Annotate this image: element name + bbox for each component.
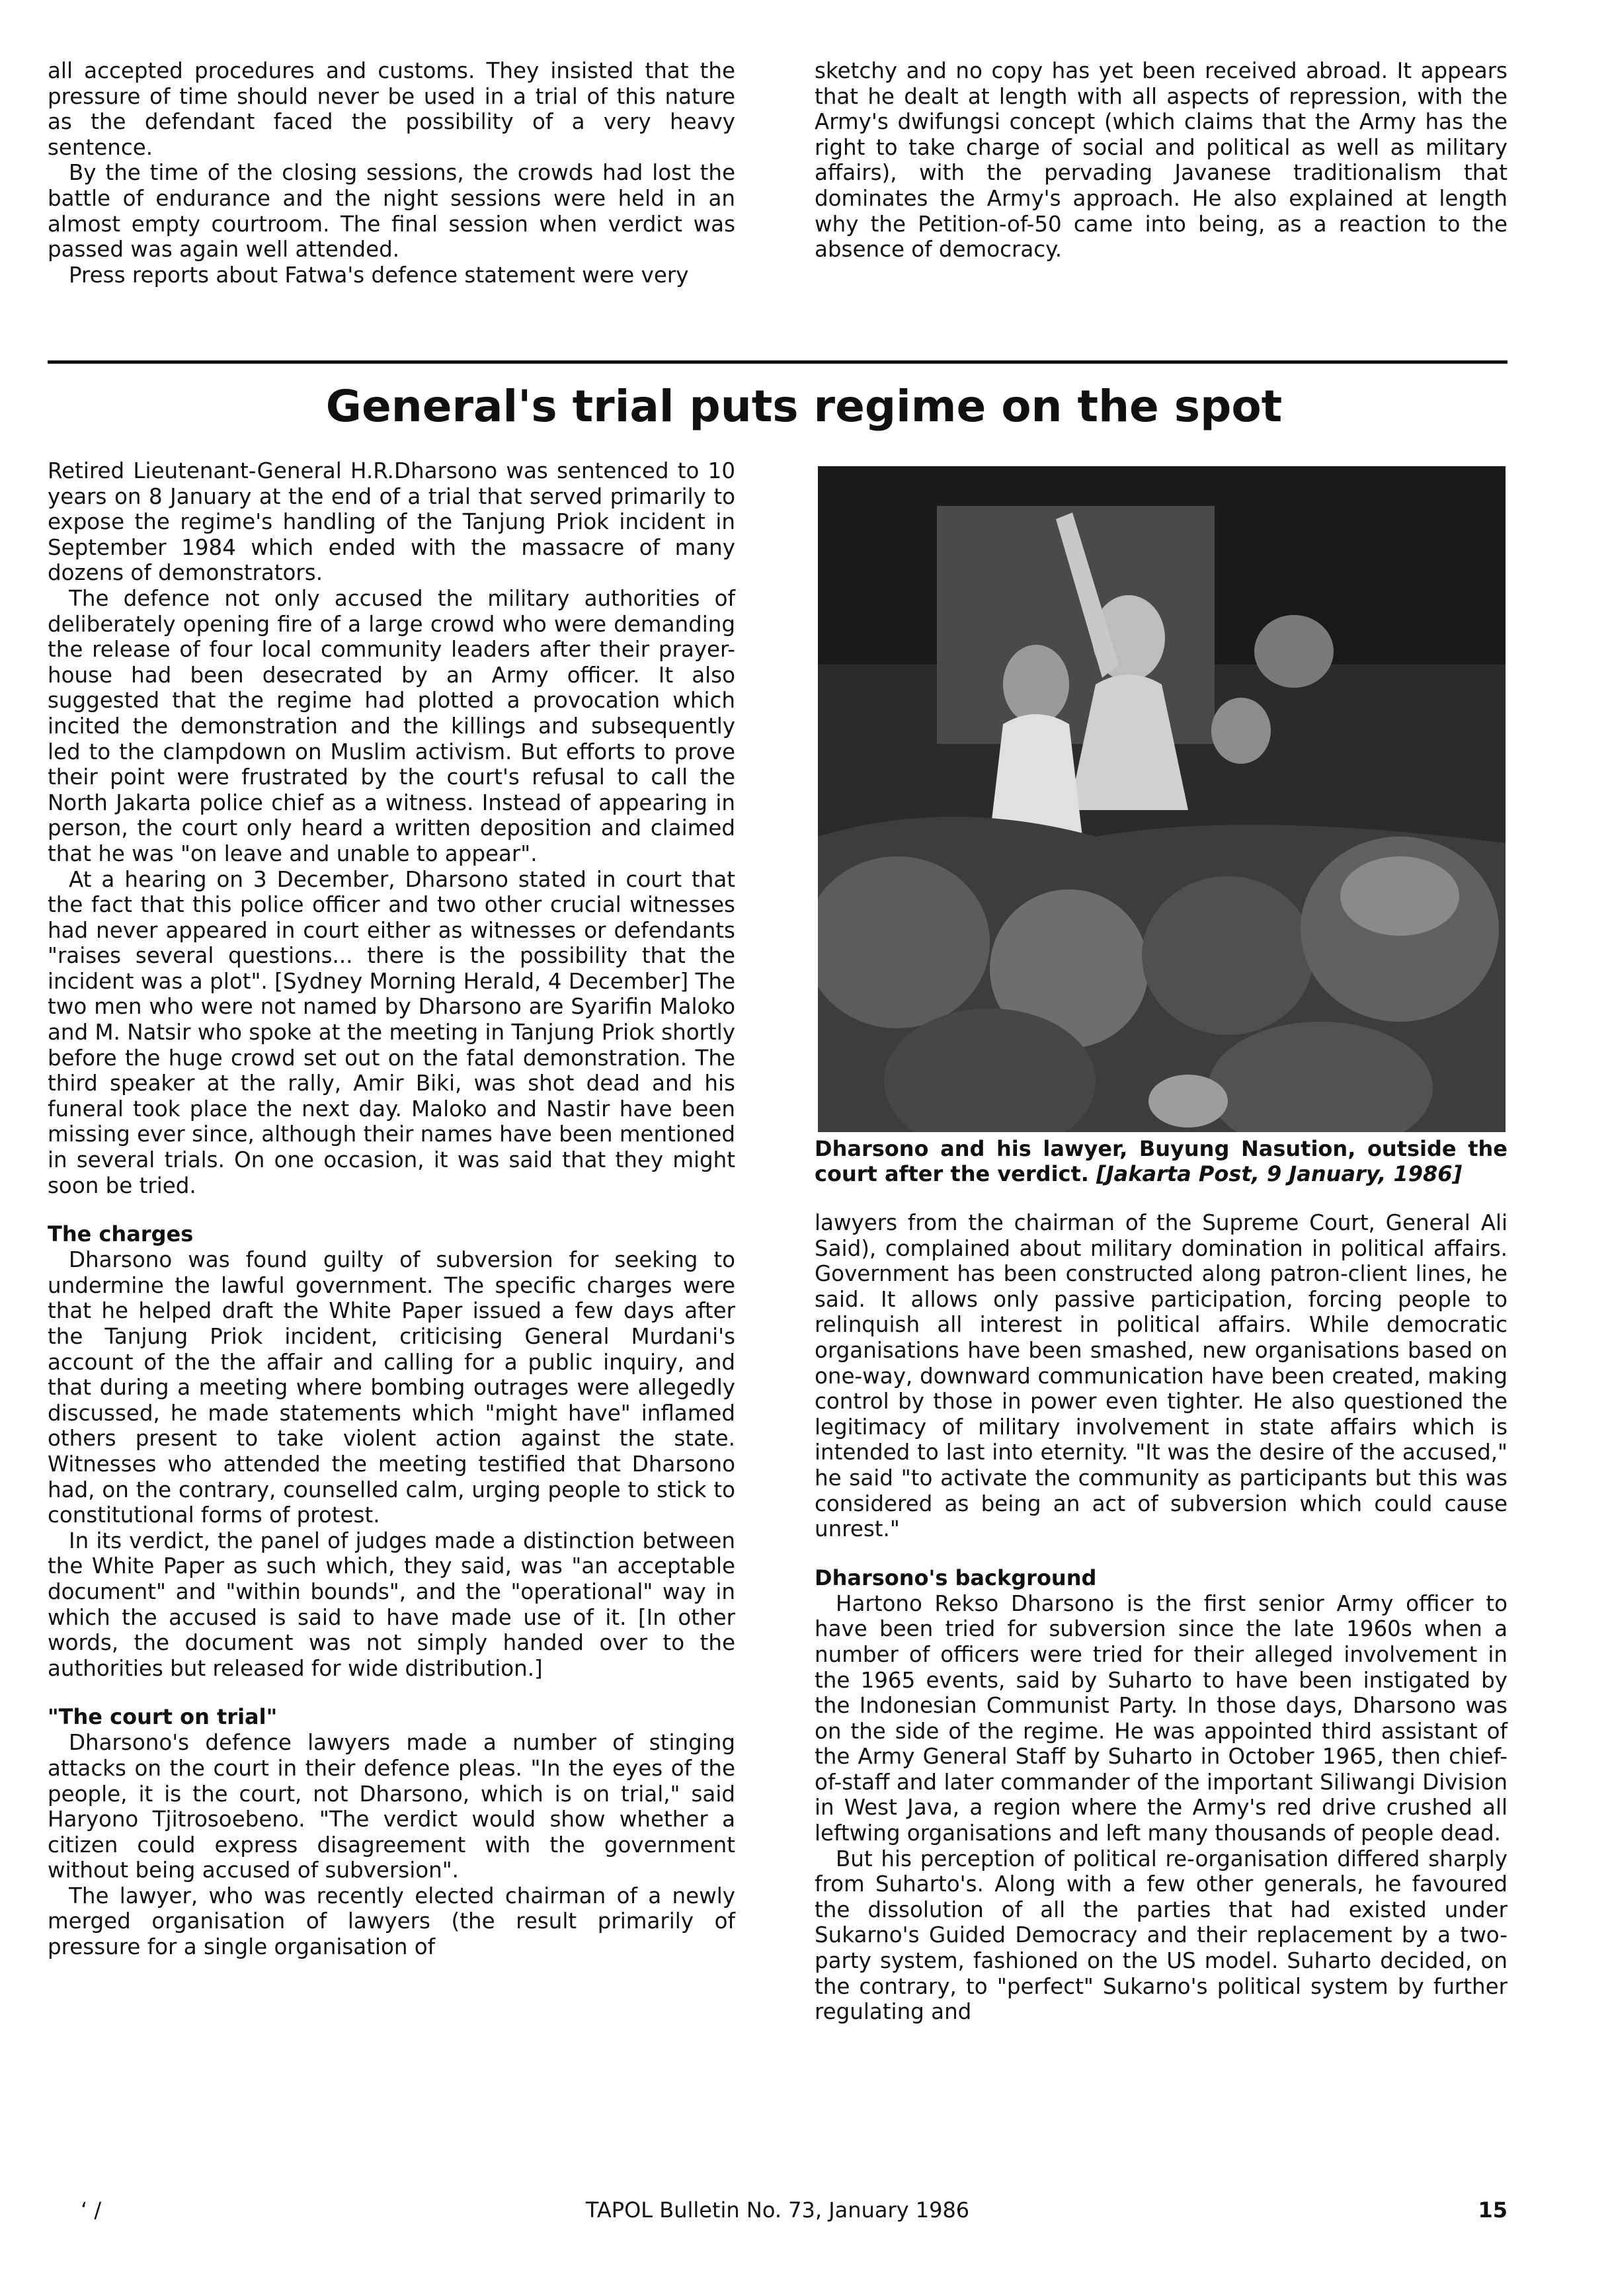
- publication-line: TAPOL Bulletin No. 73, January 1986: [585, 2197, 970, 2223]
- paragraph: sketchy and no copy has yet been received abroad. It appears that he dealt at length with all aspects of repression, with the Army's dwifungsi concept (which claims that the Army has the right to take charge of social and political as well as military affairs), with the pervading Javanese traditionalism that dominates the Army's approach. He also explained at length why the Petition-of-50 came into being, as a reaction to the absence of democracy.: [815, 58, 1508, 263]
- paragraph: The lawyer, who was recently elected chairman of a newly merged organisation of lawyers (the result primarily of pressure for a single organisation of: [48, 1883, 735, 1960]
- paragraph: At a hearing on 3 December, Dharsono stated in court that the fact that this police officer and two other crucial witnesses had never appeared in court either as witnesses or defendants "raises several questions... there is the possibility that the incident was a plot". [Sydney Morning Herald, 4 December] The two men who were not named by Dharsono are Syarifin Maloko and M. Natsir who spoke at the meeting in Tanjung Priok shortly before the huge crowd set out on the fatal demonstration. The third speaker at the rally, Amir Biki, was shot dead and his funeral took place the next day. Maloko and Nastir have been missing ever since, although their names have been mentioned in several trials. On one occasion, it was said that they might soon be tried.: [48, 866, 735, 1198]
- footer-mark: ‘ /: [81, 2197, 102, 2223]
- paragraph: In its verdict, the panel of judges made a distinction between the White Paper as such which, they said, was "an acceptable document" and "within bounds", and the "operational" way in which the accused is said to have made use of it. [In other words, the document was not simply handed over to the authorities but released for wide distribution.]: [48, 1528, 735, 1681]
- section-divider: [48, 360, 1508, 364]
- article-column-left: [48, 458, 735, 1960]
- section-heading-charges: The charges: [48, 1221, 194, 1247]
- news-photo: [818, 466, 1506, 1132]
- page-number: 15: [1478, 2197, 1508, 2223]
- caption-text: Dharsono and his lawyer, Buyung Nasution, outside the court after the verdict.: [815, 1136, 1508, 1186]
- paragraph: By the time of the closing sessions, the crowds had lost the battle of endurance and the night sessions were held in an almost empty courtroom. The final session when verdict was passed was again well attended.: [48, 160, 735, 263]
- article-column-right: [815, 1210, 1508, 2025]
- paragraph: Dharsono's defence lawyers made a number of stinging attacks on the court in their defence pleas. "In the eyes of the people, it is the court, not Dharsono, which is on trial," said Haryono Tjitrosoebeno. "The verdict would show whether a citizen could express disagreement with the government without being accused of subversion".: [48, 1730, 735, 1883]
- page-footer: [48, 2195, 1508, 2225]
- section-heading-background: Dharsono's background: [815, 1565, 1097, 1590]
- photo-image: [818, 466, 1506, 1132]
- paragraph: all accepted procedures and customs. They insisted that the pressure of time should never be used in a trial of this nature as the defendant faced the possibility of a very heavy sentence.: [48, 58, 735, 160]
- paragraph: The defence not only accused the military authorities of deliberately opening fire of a large crowd who were demanding the release of four local community leaders after their prayer-house had been desecrated by an Army officer. It also suggested that the regime had plotted a provocation which incited the demonstration and the killings and subsequently led to the clampdown on Muslim activism. But efforts to prove their point were frustrated by the court's refusal to call the North Jakarta police chief as a witness. Instead of appearing in person, the court only heard a written deposition and claimed that he was "on leave and unable to appear".: [48, 585, 735, 866]
- continued-text-left: [48, 58, 735, 288]
- paragraph: Press reports about Fatwa's defence statement were very: [69, 262, 689, 288]
- paragraph: Retired Lieutenant-General H.R.Dharsono was sentenced to 10 years on 8 January at the end of a trial that served primarily to expose the regime's handling of the Tanjung Priok incident in September 1984 which ended with the massacre of many dozens of demonstrators.: [48, 458, 735, 586]
- paragraph: lawyers from the chairman of the Supreme Court, General Ali Said), complained about military domination in political affairs. Government has been constructed along patron-client lines, he said. It allows only passive participation, forcing people to relinquish all interest in political affairs. While democratic organisations have been smashed, new organisations based on one-way, downward communication have been created, making control by those in power even tighter. He also questioned the legitimacy of military involvement in state affairs which is intended to last into eternity. "It was the desire of the accused," he said "to activate the community as participants but this was considered as being an act of subversion which could cause unrest.": [815, 1210, 1508, 1542]
- article-headline: General's trial puts regime on the spot: [325, 381, 1283, 432]
- continued-text-right: [815, 58, 1508, 263]
- paragraph: But his perception of political re-organisation differed sharply from Suharto's. Along with a few other generals, he favoured the dissolution of all the parties that had existed under Sukarno's Guided Democracy and their replacement by a two-party system, fashioned on the US model. Suharto decided, on the contrary, to "perfect" Sukarno's political system by further regulating and: [815, 1846, 1508, 2025]
- paragraph: Hartono Rekso Dharsono is the first senior Army officer to have been tried for subversion since the late 1960s when a number of officers were tried for their alleged involvement in the 1965 events, said by Suharto to have been instigated by the Indonesian Communist Party. In those days, Dharsono was on the side of the regime. He was appointed third assistant of the Army General Staff by Suharto in October 1965, then chief-of-staff and later commander of the important Siliwangi Division in West Java, a region where the Army's red drive crushed all leftwing organisations and left many thousands of people dead.: [815, 1590, 1508, 1846]
- caption-source: [Jakarta Post, 9 January, 1986]: [1096, 1161, 1463, 1186]
- paragraph: Dharsono was found guilty of subversion for seeking to undermine the lawful government. The specific charges were that he helped draft the White Paper issued a few days after the Tanjung Priok incident, criticising General Murdani's account of the the affair and calling for a public inquiry, and that during a meeting where bombing outrages were allegedly discussed, he made statements which "might have" inflamed others present to take violent action against the state. Witnesses who attended the meeting testified that Dharsono had, on the contrary, counselled calm, urging people to stick to constitutional forms of protest.: [48, 1247, 735, 1528]
- section-heading-court-on-trial: "The court on trial": [48, 1704, 278, 1730]
- photo-caption: [815, 1136, 1508, 1186]
